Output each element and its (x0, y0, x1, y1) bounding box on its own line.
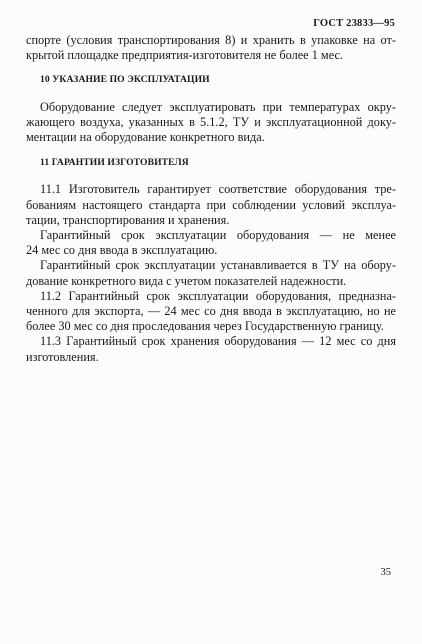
section-heading-10: 10 УКАЗАНИЕ ПО ЭКСПЛУАТАЦИИ (40, 74, 210, 86)
body-line: крытой площадке предприятия-изготовителя не более 1 мес. (26, 48, 343, 63)
body-line: ментации на оборудование конкретного вида. (26, 130, 265, 145)
body-line: Гарантийный срок эксплуатации оборудования — не менее (40, 228, 396, 243)
body-line: Гарантийный срок эксплуатации устанавливается в ТУ на обору- (40, 258, 396, 273)
section-heading-11: 11 ГАРАНТИИ ИЗГОТОВИТЕЛЯ (40, 157, 189, 169)
body-line: изготовления. (26, 349, 99, 364)
body-line: 11.2 Гарантийный срок эксплуатации оборудования, предназна- (40, 288, 396, 303)
body-line: более 30 мес со дня проследования через Государственную границу. (26, 319, 384, 334)
body-line: Оборудование следует эксплуатировать при температурах окру- (40, 99, 396, 114)
body-line: тации, транспортирования и хранения. (26, 212, 230, 227)
body-line: жающего воздуха, указанных в 5.1.2, ТУ и эксплуатационной доку- (26, 114, 396, 129)
body-line: 24 мес со дня ввода в эксплуатацию. (26, 243, 218, 258)
body-line: ченного для экспорта, — 24 мес со дня ввода в эксплуатацию, но не (26, 304, 396, 319)
document-body (26, 33, 396, 365)
body-line: бованиям настоящего стандарта при соблюдении условий эксплуа- (26, 197, 396, 212)
body-line: 11.3 Гарантийный срок хранения оборудования — 12 мес со дня (40, 334, 396, 349)
body-line: спорте (условия транспортирования 8) и хранить в упаковке на от- (26, 33, 396, 47)
body-line: 11.1 Изготовитель гарантирует соответствие оборудования тре- (40, 182, 396, 197)
body-line: дование конкретного вида с учетом показателей надежности. (26, 273, 347, 288)
document-header: ГОСТ 23833—95 (313, 18, 395, 29)
page-number: 35 (380, 567, 391, 578)
